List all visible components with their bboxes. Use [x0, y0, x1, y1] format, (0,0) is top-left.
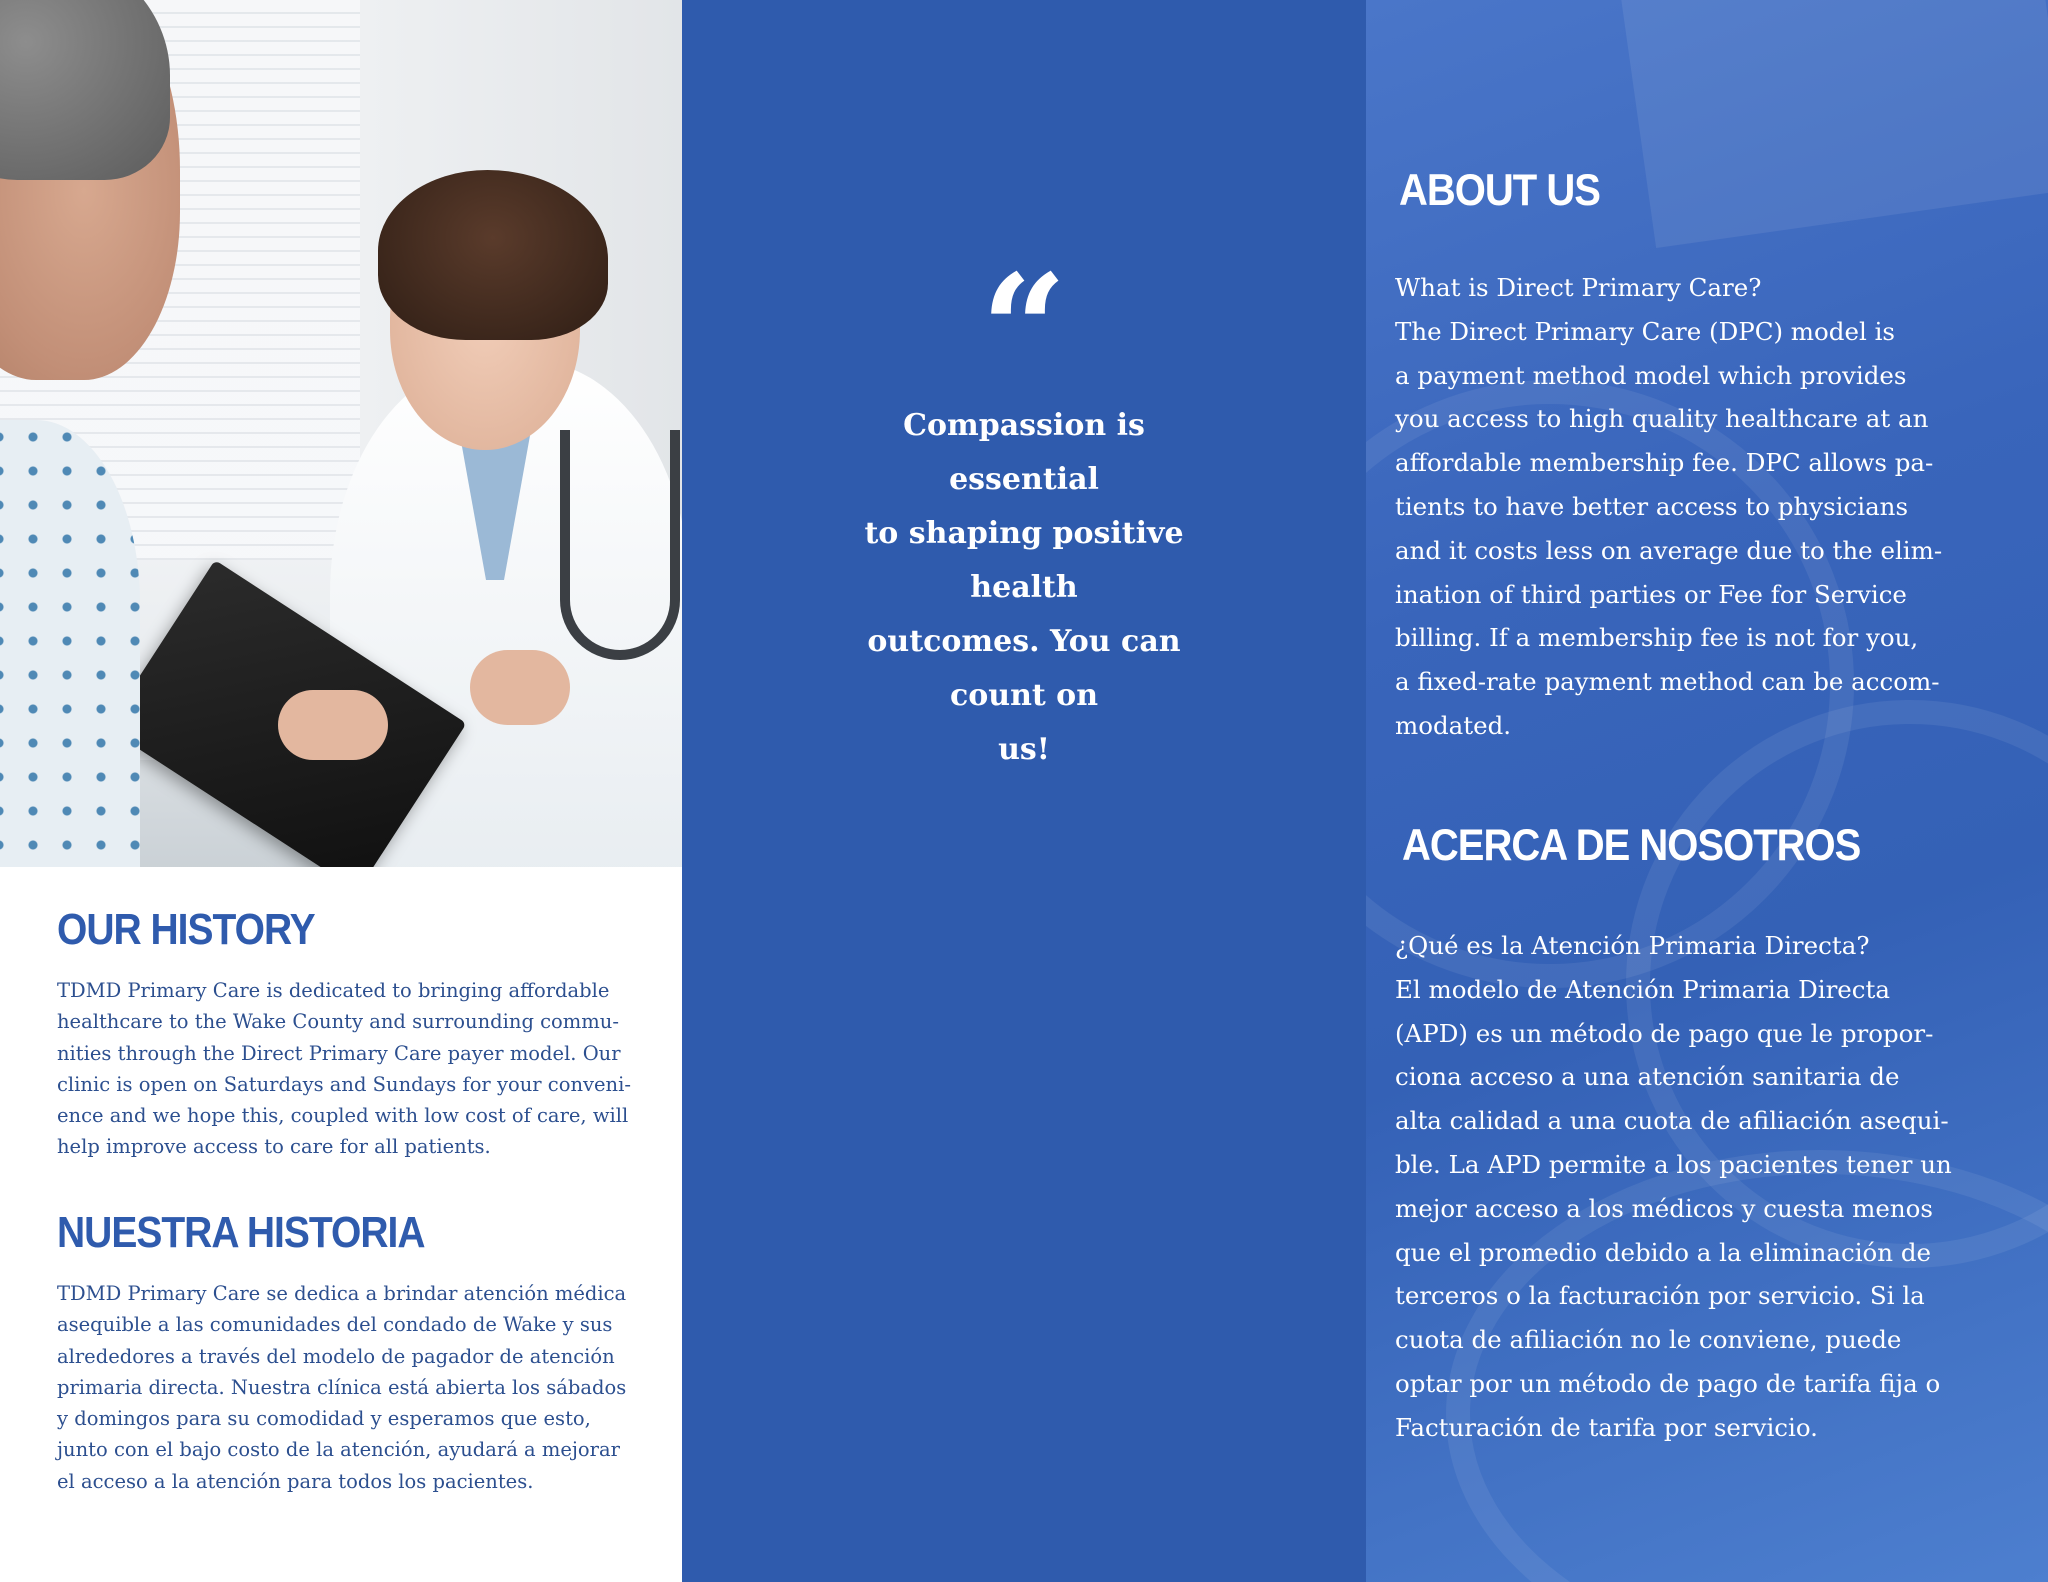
nuestra-historia-text: TDMD Primary Care se dedica a brindar atención médica asequible a las comunidades del condado de Wake y sus alrededores a través del modelo de pagador de atención primaria directa. Nuestra clínica está abierta los sábados y domingos para su comodidad y esperamos que esto, junto con el bajo costo de la atención, ayudará a mejorar el acceso a la atención para todos los pacientes. — [57, 1282, 627, 1493]
testimonial-quote: Compassion is essential to shaping positive health outcomes. You can count on us! — [864, 408, 1184, 767]
quote-mark-icon: “ — [980, 242, 1068, 418]
stethoscope-icon — [560, 430, 680, 660]
right-panel — [1366, 0, 2048, 1582]
our-history-heading: OUR HISTORY — [57, 906, 315, 955]
acerca-de-nosotros-text: ¿Qué es la Atención Primaria Directa? El modelo de Atención Primaria Directa (APD) es un método de pago que le propor- ciona acceso a una atención sanitaria de alta calidad a una cuota de afiliación asequi- ble. La APD permite a los pacientes tener un mejor acceso a los médicos y cuesta menos que el promedio debido a la eliminación de terceros o la facturación por servicio. Si la cuota de afiliación no le conviene, puede optar por un método de pago de tarifa fija o Facturación de tarifa por servicio. — [1395, 931, 1952, 1442]
acerca-de-nosotros-heading: ACERCA DE NOSOTROS — [1402, 821, 1861, 871]
left-panel — [0, 0, 682, 1582]
nuestra-historia-heading: NUESTRA HISTORIA — [57, 1209, 425, 1258]
middle-panel — [682, 0, 1366, 1582]
about-us-heading: ABOUT US — [1399, 166, 1600, 216]
doctor-patient-photo — [0, 0, 682, 867]
our-history-text: TDMD Primary Care is dedicated to bringing affordable healthcare to the Wake County and surrounding commu- nities through the Direct Primary Care payer model. Our clinic is open on Saturdays and Sundays for your conveni- ence and we hope this, coupled with low cost of care, will help improve access to care for all patients. — [57, 979, 631, 1159]
about-us-text: What is Direct Primary Care? The Direct Primary Care (DPC) model is a payment method model which provides you access to high quality healthcare at an affordable membership fee. DPC allows pa- tients to have better access to physicians and it costs less on average due to the elim- ination of third parties or Fee for Service billing. If a membership fee is not for you, a fixed-rate payment method can be accom- modated. — [1395, 273, 1943, 740]
